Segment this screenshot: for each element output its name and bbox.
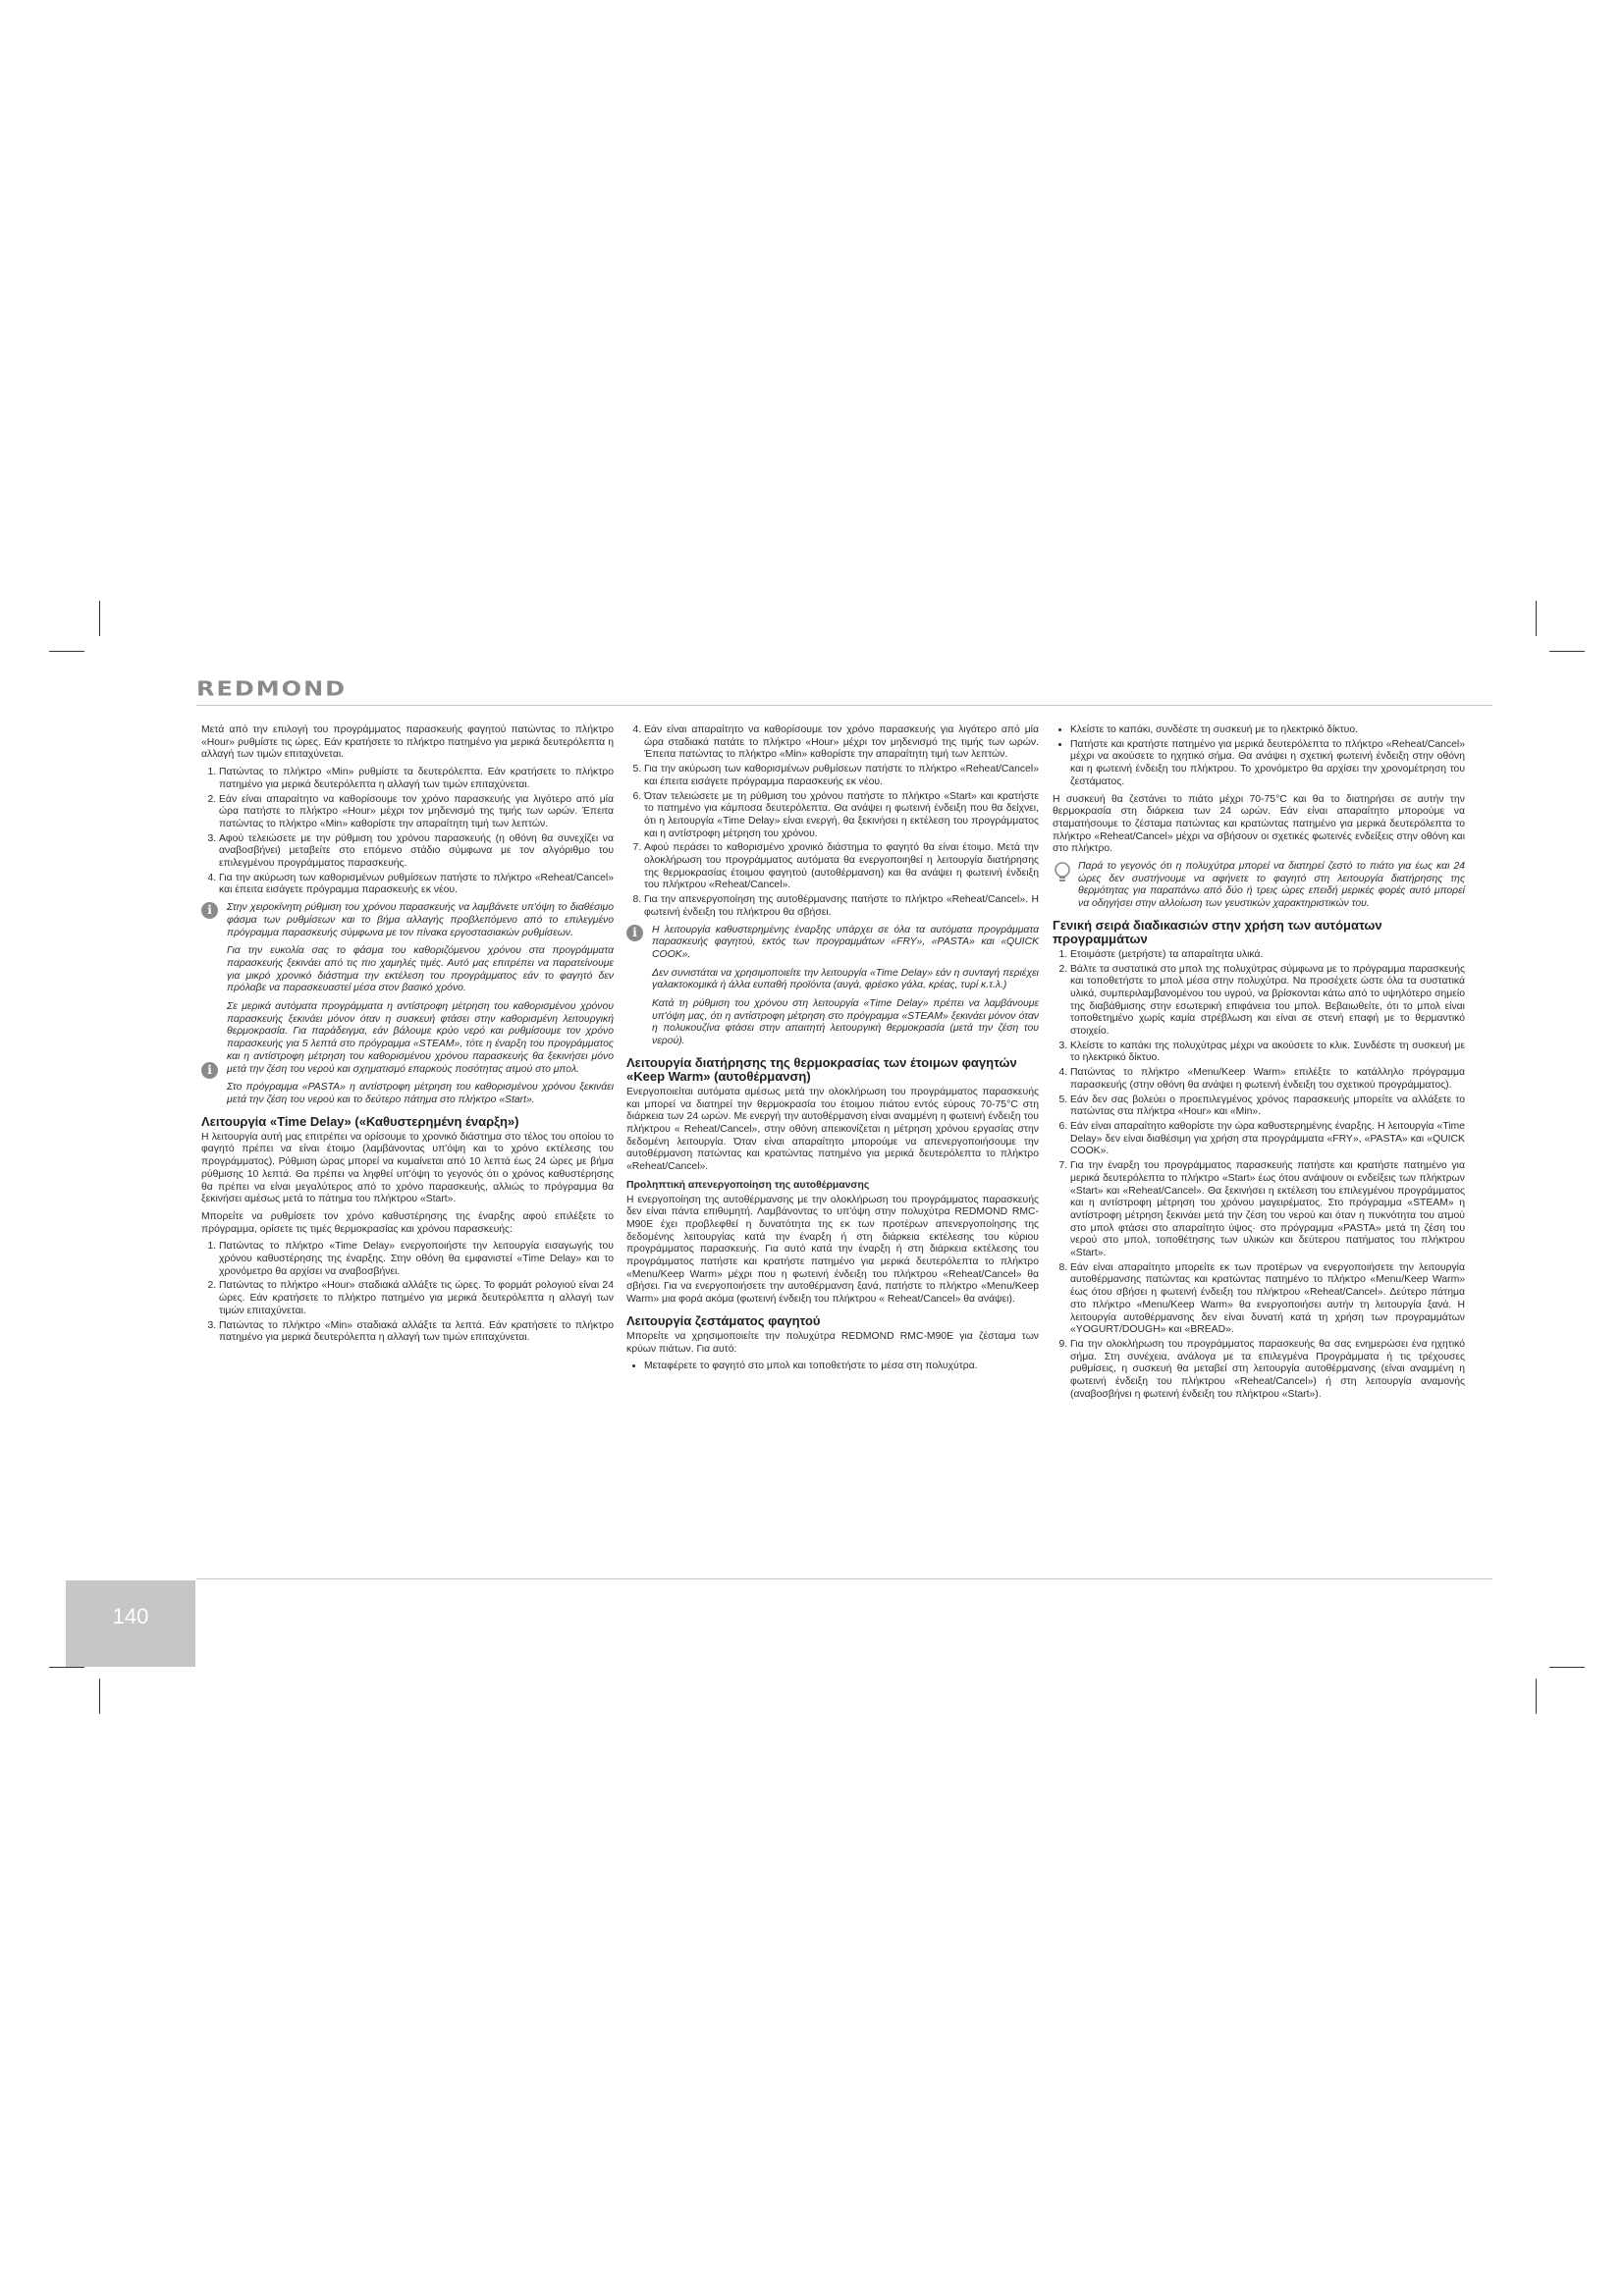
column-3 xyxy=(1053,724,1465,1406)
time-delay-steps xyxy=(201,1241,614,1345)
tip-note xyxy=(1053,861,1465,911)
intro-paragraph: Μετά από την επιλογή του προγράμματος παρασκευής φαγητού πατώντας το πλήκτρο «Hour» ρυθμίστε τις ώρες. Εάν κρατήσετε το πλήκτρο πατημένο για μερικά δευτερόλεπτα η αλλαγή των τιμών επιταχύνεται. xyxy=(201,724,614,761)
brand-logo: REDMOND xyxy=(196,677,348,701)
info-icon: i xyxy=(626,925,643,941)
note-text: Κατά τη ρύθμιση του χρόνου στη λειτουργία «Time Delay» πρέπει να λαμβάνουμε υπ'όψη μας, ότι η αντίστροφη μέτρηση στο πρόγραμμα «STEAM» ξεκινάει μόνον όταν η πολυκουζίνα φτάσει στην απαιτητή λειτουργική θερμοκρασία (μετά την ζέση του νερού). xyxy=(652,998,1039,1047)
list-item: 4. Πατώντας το πλήκτρο «Menu/Keep Warm» επιλέξτε το κατάλληλο πρόγραμμα παρασκευής (στην οθόνη θα ανάψει η φωτεινή ένδειξη του σχετικού προγράμματος). xyxy=(1070,1067,1465,1092)
crop-mark xyxy=(99,601,100,636)
subheading-preventive: Προληπτική απενεργοποίηση της αυτοθέρμανσης xyxy=(626,1179,870,1191)
list-item: 6. Εάν είναι απαραίτητο καθορίστε την ώρα καθυστερημένης έναρξης. Η λειτουργία «Time Delay» δεν είναι διαθέσιμη για χρήση στα προγράμματα «FRY», «PASTA» και «QUICK COOK». xyxy=(1070,1121,1465,1158)
crop-mark xyxy=(99,1679,100,1714)
list-item: 7. Για την έναρξη του προγράμματος παρασκευής πατήστε και κρατήστε πατημένο για μερικά δευτερόλεπτα το πλήκτρο «Start» έως ότου ανάψουν οι ενδείξεις των πλήκτρων «Start» και «Reheat/Cancel». Θα ξεκινήσει η εκτέλεση του επιλεγμένου προγράμματος και η αντίστροφη μέτρηση του χρόνου μαγειρέματος. Στο πρόγραμμα «STEAM» η αντίστροφη μέτρηση ξεκινάει μετά την ζέση του νερού και όταν η πυκνότητα του ατμού στο μπολ φτάσει στο απαραίτητο ύψος· στο πρόγραμμα «PASTA» μετά τη ζέση του νερού στο μπολ, τοποθέτησης των υλικών και δεύτερου πατήματος του πλήκτρου «Start». xyxy=(1070,1160,1465,1260)
note-text: Στο πρόγραμμα «PASTA» η αντίστροφη μέτρηση του καθορισμένου χρόνου ξεκινάει μετά την ζέση του νερού και το δεύτερο πάτημα στο πλήκτρο «Start». xyxy=(227,1082,614,1105)
list-item: 4. Εάν είναι απαραίτητο να καθορίσουμε τον χρόνο παρασκευής για λιγότερο από μία ώρα σταδιακά πατάτε το πλήκτρο «Hour» μέχρι τον μηδενισμό της τιμής των ωρών. Έπειτα πατώντας το πλήκτρο «Min» καθορίστε την απαραίτητη τιμή των λεπτών. xyxy=(644,724,1039,762)
column-1 xyxy=(201,724,614,1350)
crop-mark xyxy=(49,1667,84,1668)
column-2 xyxy=(626,724,1039,1378)
list-item: 2. Εάν είναι απαραίτητο να καθορίσουμε τον χρόνο παρασκευής για λιγότερο από μία ώρα πατήστε το πλήκτρο «Hour» μέχρι τον μηδενισμό της τιμής των ωρών. Έπειτα πατώντας το πλήκτρο «Min» καθορίστε την απαραίτητη τιμή των λεπτών. xyxy=(219,794,614,831)
crop-mark xyxy=(49,651,84,652)
note-text: Στην χειροκίνητη ρύθμιση του χρόνου παρασκευής να λαμβάνετε υπ'όψη το διαθέσιμο φάσμα των ρυθμίσεων και το βήμα αλλαγής προβλεπόμενο από το επιλεγμένο πρόγραμμα παρασκευής σύμφωνα με τον πίνακα εργοστασιακών ρυθμίσεων. xyxy=(227,902,614,938)
paragraph: Ενεργοποιείται αυτόματα αμέσως μετά την ολοκλήρωση του προγράμματος παρασκευής και μπορεί να διατηρεί την θερμοκρασία του έτοιμου πιάτου εντός εύρους 70-75°C στη διάρκεια των 24 ωρών. Με ενεργή την αυτοθέρμανση είναι αναμμένη η φωτεινή ένδειξη του πλήκτρου « Reheat/Cancel», στην οθόνη απεικονίζεται η μέτρηση χρόνου εργασίας στην δεδομένη λειτουργία. Όταν είναι απαραίτητο μπορούμε να απενεργοποιήσουμε την αυτοθέρμανση πατώντας και κρατώντας πατημένο για μερικά δευτερόλεπτα το πλήκτρο «Reheat/Cancel». xyxy=(626,1086,1039,1173)
list-item: 8. Εάν είναι απαραίτητο μπορείτε εκ των προτέρων να ενεργοποιήσετε την λειτουργία αυτοθέρμανσης πατώντας και κρατώντας πατημένο το πλήκτρο «Menu/Keep Warm» έως ότου σβήσει η φωτεινή ένδειξη του πλήκτρου «Reheat/Cancel». Δεύτερο πάτημα στο πλήκτρο «Menu/Keep Warm» θα ενεργοποιήσει αυτήν τη λειτουργία ξανά. Η λειτουργία αυτοθέρμανσης δεν είναι δυνατή κατά τη χρήση των προγραμμάτων «YOGURT/DOUGH» και «BREAD». xyxy=(1070,1262,1465,1337)
time-delay-steps-continued xyxy=(626,724,1039,920)
page-number: 140 xyxy=(112,1604,149,1629)
paragraph: Μπορείτε να ρυθμίσετε τον χρόνο καθυστέρησης της έναρξης αφού επιλέξετε το πρόγραμμα, ορίσετε τις τιμές θερμοκρασίας και χρόνου παρασκευής: xyxy=(201,1210,614,1235)
info-note xyxy=(201,902,614,995)
list-item: 5. Εάν δεν σας βολεύει ο προεπιλεγμένος χρόνος παρασκευής μπορείτε να αλλάξετε το πατώντας στα πλήκτρα «Hour» και «Min». xyxy=(1070,1095,1465,1119)
section-heading-keep-warm: Λειτουργία διατήρησης της θερμοκρασίας των έτοιμων φαγητών «Keep Warm» (αυτοθέρμανση) xyxy=(626,1054,1017,1084)
list-item: 3. Πατώντας το πλήκτρο «Min» σταδιακά αλλάξτε τα λεπτά. Εάν κρατήσετε το πλήκτρο πατημένο για μερικά δευτερόλεπτα η αλλαγή των τιμών επιταχύνεται. xyxy=(219,1320,614,1345)
list-item: • Μεταφέρετε το φαγητό στο μπολ και τοποθετήστε το μέσα στη πολυχύτρα. xyxy=(644,1361,1039,1373)
general-steps xyxy=(1053,949,1465,1402)
list-item: 2. Πατώντας το πλήκτρο «Hour» σταδιακά αλλάξτε τις ώρες. Το φορμάτ ρολογιού είναι 24 ώρες. Εάν κρατήσετε το πλήκτρο πατημένο για μερικά δευτερόλεπτα η αλλαγή των τιμών επιταχύνεται. xyxy=(219,1280,614,1317)
info-icon: i xyxy=(201,1062,218,1079)
list-item: 3. Κλείστε το καπάκι της πολυχύτρας μέχρι να ακούσετε το κλικ. Συνδέστε τη συσκευή με το ηλεκτρικό δίκτυο. xyxy=(1070,1041,1465,1065)
section-heading-time-delay: Λειτουργία «Time Delay» («Καθυστερημένη έναρξη») xyxy=(201,1113,519,1129)
crop-mark xyxy=(1536,1679,1537,1714)
crop-mark xyxy=(1536,601,1537,636)
section-heading-reheat: Λειτουργία ζεστάματος φαγητού xyxy=(626,1312,821,1328)
list-item: 1. Πατώντας το πλήκτρο «Min» ρυθμίστε τα δευτερόλεπτα. Εάν κρατήσετε το πλήκτρο πατημένο για μερικά δευτερόλεπτα η αλλαγή των τιμών επιταχύνεται. xyxy=(219,767,614,791)
note-text: Παρά το γεγονός ότι η πολυχύτρα μπορεί να διατηρεί ζεστό το πιάτο για έως και 24 ώρες δεν συστήνουμε να αφήνετε το φαγητό στη λειτουργία διατήρησης της θερμότητας για παραπάνω από δύο ή τρεις ώρες επειδή μερικές φορές αυτό μπορεί να οδηγήσει στην αλλοίωση των γευστικών χαρακτηριστικών του. xyxy=(1078,861,1465,910)
lightbulb-icon xyxy=(1053,861,1072,884)
crop-mark xyxy=(1549,1667,1585,1668)
list-item: 8. Για την απενεργοποίηση της αυτοθέρμανσης πατήστε το πλήκτρο «Reheat/Cancel». Η φωτεινή ένδειξη του πλήκτρου θα σβήσει. xyxy=(644,894,1039,919)
info-note xyxy=(201,1001,614,1107)
crop-mark xyxy=(1549,651,1585,652)
section-heading-general: Γενική σειρά διαδικασιών στην χρήση των αυτόματων προγραμμάτων xyxy=(1053,917,1382,946)
note-text: Η λειτουργία καθυστερημένης έναρξης υπάρχει σε όλα τα αυτόματα προγράμματα παρασκευής φαγητού, εκτός των προγραμμάτων «FRY», «PASTA» και «QUICK COOK». xyxy=(652,924,1039,960)
header-rule xyxy=(196,705,1492,706)
list-item: 4. Για την ακύρωση των καθορισμένων ρυθμίσεων πατήστε το πλήκτρο «Reheat/Cancel» και έπειτα εισάγετε πρόγραμμα παρασκευής εκ νέου. xyxy=(219,873,614,897)
list-item: 1. Πατώντας το πλήκτρο «Time Delay» ενεργοποιήστε την λειτουργία εισαγωγής του χρόνου καθυστέρησης της έναρξης. Στην οθόνη θα εμφανιστεί «Time Delay» και το χρονόμετρο θα αρχίσει να αναβοσβήνει. xyxy=(219,1241,614,1278)
reheat-list-continued xyxy=(1053,724,1465,789)
settings-steps xyxy=(201,767,614,897)
note-text: Για την ευκολία σας το φάσμα του καθοριζόμενου χρόνου στα προγράμματα παρασκευής ξεκινάει από τις πιο χαμηλές τιμές. Αυτό μας επιτρέπει να παρατείνουμε για μικρό χρονικό διάστημα την εκτέλεση του προγράμματος εάν το φαγητό δεν πρόλαβε να παρασκευαστεί μέσα στον βασικό χρόνο. xyxy=(227,945,614,994)
list-item: • Πατήστε και κρατήστε πατημένο για μερικά δευτερόλεπτα το πλήκτρο «Reheat/Cancel» μέχρι να ακούσετε το ηχητικό σήμα. Θα ανάψει η σχετική φωτεινή ένδειξη στην οθόνη και η φωτεινή ένδειξη του πλήκτρου. Το χρονόμετρο θα αρχίσει την χρονομέτρηση του ζεστάματος. xyxy=(1070,739,1465,789)
list-item: 5. Για την ακύρωση των καθορισμένων ρυθμίσεων πατήστε το πλήκτρο «Reheat/Cancel» και έπειτα εισάγετε πρόγραμμα παρασκευής εκ νέου. xyxy=(644,764,1039,788)
paragraph: Μπορείτε να χρησιμοποιείτε την πολυχύτρα REDMOND RMC-M90E για ζέσταμα των κρύων πιάτων. Για αυτό: xyxy=(626,1330,1039,1355)
list-item: 7. Αφού περάσει το καθορισμένο χρονικό διάστημα το φαγητό θα είναι έτοιμο. Μετά την ολοκλήρωση του προγράμματος αυτόματα θα ενεργοποιηθεί η λειτουργία διατήρησης της θερμοκρασίας έτοιμου φαγητού (αυτοθέρμανση) και θα ανάψει η φωτεινή ένδειξη του πλήκτρου «Reheat/Cancel». xyxy=(644,842,1039,892)
paragraph: Η λειτουργία αυτή μας επιτρέπει να ορίσουμε το χρονικό διάστημα στο τέλος του οποίου το φαγητό πρέπει να είναι έτοιμο (λαμβάνοντας υπ'όψη και το χρόνο εκτέλεσης του προγράμματος). Ρύθμιση ώρας μπορεί να κυμαίνεται από 10 λεπτά έως 24 ώρες με βήμα ρύθμισης 10 λεπτά. Θα πρέπει να ληφθεί υπ'όψη το γεγονός ότι ο χρόνος καθυστέρησης θα πρέπει να είναι μεγαλύτερος από το χρόνο παρασκευής, αλλιώς το πρόγραμμα θα ξεκινήσει αμέσως μετά το πάτημα του πλήκτρου «Start». xyxy=(201,1131,614,1205)
note-text: Δεν συνιστάται να χρησιμοποιείτε την λειτουργία «Time Delay» εάν η συνταγή περιέχει γαλακτοκομικά ή άλλα ευπαθή προϊόντα (αυγά, φρέσκο γάλα, κρέας, τυρί κ.τ.λ.) xyxy=(652,967,1039,991)
page-number-box xyxy=(66,1580,195,1667)
list-item: 3. Αφού τελειώσετε με την ρύθμιση του χρόνου παρασκευής (η οθόνη θα συνεχίζει να αναβοσβήνει) μεταβείτε στο επόμενο στάδιο σύμφωνα με τον αλγόριθμο του επιλεγμένου προγράμματος παρασκευής. xyxy=(219,833,614,871)
list-item: • Κλείστε το καπάκι, συνδέστε τη συσκευή με το ηλεκτρικό δίκτυο. xyxy=(1070,724,1465,737)
info-icon: i xyxy=(201,902,218,919)
paragraph: Η ενεργοποίηση της αυτοθέρμανσης με την ολοκλήρωση του προγράμματος παρασκευής δεν είναι πάντα επιθυμητή. Λαμβάνοντας το υπ'όψη στην πολυχύτρα REDMOND RMC-M90E έχει προβλεφθεί η δυνατότητα της εκ των προτέρων απενεργοποίησης της δεδομένης λειτουργίας κατά την έναρξη ή στη διάρκεια εκτέλεσης του κύριου προγράμματος παρασκευής. Για αυτό κατά την έναρξη ή στη διάρκεια εκτέλεσης του προγράμματος πατήστε και κρατήστε πατημένο για μερικά δευτερόλεπτα το πλήκτρο «Menu/Keep Warm» μέχρι που η φωτεινή ένδειξη του πλήκτρου «Reheat/Cancel» θα σβήσει. Για να ενεργοποιήσετε την αυτοθέρμανση ξανά, πατήστε το πλήκτρο «Menu/Keep Warm» μια φορά ακόμα (φωτεινή ένδειξη του πλήκτρου « Reheat/Cancel» θα ανάψει). xyxy=(626,1194,1039,1306)
info-note xyxy=(626,925,1039,1048)
list-item: 6. Όταν τελειώσετε με τη ρύθμιση του χρόνου πατήστε το πλήκτρο «Start» και κρατήστε το πατημένο για κάμποσα δευτερόλεπτα. Θα ανάψει η φωτεινή ένδειξη που θα δείχνει, ότι η λειτουργία «Time Delay» είναι ενεργή, θα ξεκινήσει η εκτέλεση του προγράμματος και η αντίστροφη μέτρηση του χρόνου. xyxy=(644,791,1039,841)
note-text: Σε μερικά αυτόματα προγράμματα η αντίστροφη μέτρηση του καθορισμένου χρόνου παρασκευής ξεκινάει μόνον όταν η συσκευή φτάσει στην καθορισμένη λειτουργική θερμοκρασία. Για παράδειγμα, εάν βάλουμε κρύο νερό και ρυθμίσουμε τον χρόνο παρασκευής για 5 λεπτά στο πρόγραμμα «STEAM», τότε η έναρξη του προγράμματος και η αντίστροφη μέτρηση του καθορισμένου χρόνου παρασκευής θα ξεκινήσει μόνο μετά την ζέση του νερού και σχηματισμό επαρκούς ποσότητας ατμού στο μπολ. xyxy=(227,1001,614,1075)
list-item: 9. Για την ολοκλήρωση του προγράμματος παρασκευής θα σας ενημερώσει ένα ηχητικό σήμα. Στη συνέχεια, ανάλογα με τα επιλεγμένα Προγράμματα ή τις τρέχουσες ρυθμίσεις, η συσκευή θα μεταβεί στη λειτουργία αυτοθέρμανσης (είναι αναμμένη η φωτεινή ένδειξη του πλήκτρου «Reheat/Cancel») ή στη λειτουργία αναμονής (αναβοσβήνει η φωτεινή ένδειξη του πλήκτρου «Start»). xyxy=(1070,1339,1465,1402)
paragraph: Η συσκευή θα ζεστάνει το πιάτο μέχρι 70-75°C και θα το διατηρήσει σε αυτήν την θερμοκρασία στη διάρκεια των 24 ωρών. Εάν είναι απαραίτητο μπορούμε να σταματήσουμε το ζέσταμα πατώντας και κρατώντας πατημένο για μερικά δευτερόλεπτα το πλήκτρο «Reheat/Cancel» μέχρι να σβήσουν οι σχετικές φωτεινές ενδείξεις στην οθόνη και στο πλήκτρο. xyxy=(1053,793,1465,855)
list-item: 2. Βάλτε τα συστατικά στο μπολ της πολυχύτρας σύμφωνα με το πρόγραμμα παρασκευής και τοποθετήστε το μπολ μέσα στην πολυχύτρα. Να προσέχετε ώστε όλα τα συστατικά υλικά, συμπεριλαμβανομένου του υγρού, να βρίσκονται κάτω από το υψηλότερο σημείο της διαβάθμισης στην εσωτερική επιφάνεια του μπολ. Βεβαιωθείτε, ότι το μπολ είναι τοποθετημένο χωρίς καμία στρέβλωση και είναι σε στενή επαφή με το θερμαντικό στοιχείο. xyxy=(1070,964,1465,1039)
footer-rule xyxy=(196,1578,1492,1579)
reheat-list xyxy=(626,1361,1039,1373)
list-item: 1. Ετοιμάστε (μετρήστε) τα απαραίτητα υλικά. xyxy=(1070,949,1465,962)
